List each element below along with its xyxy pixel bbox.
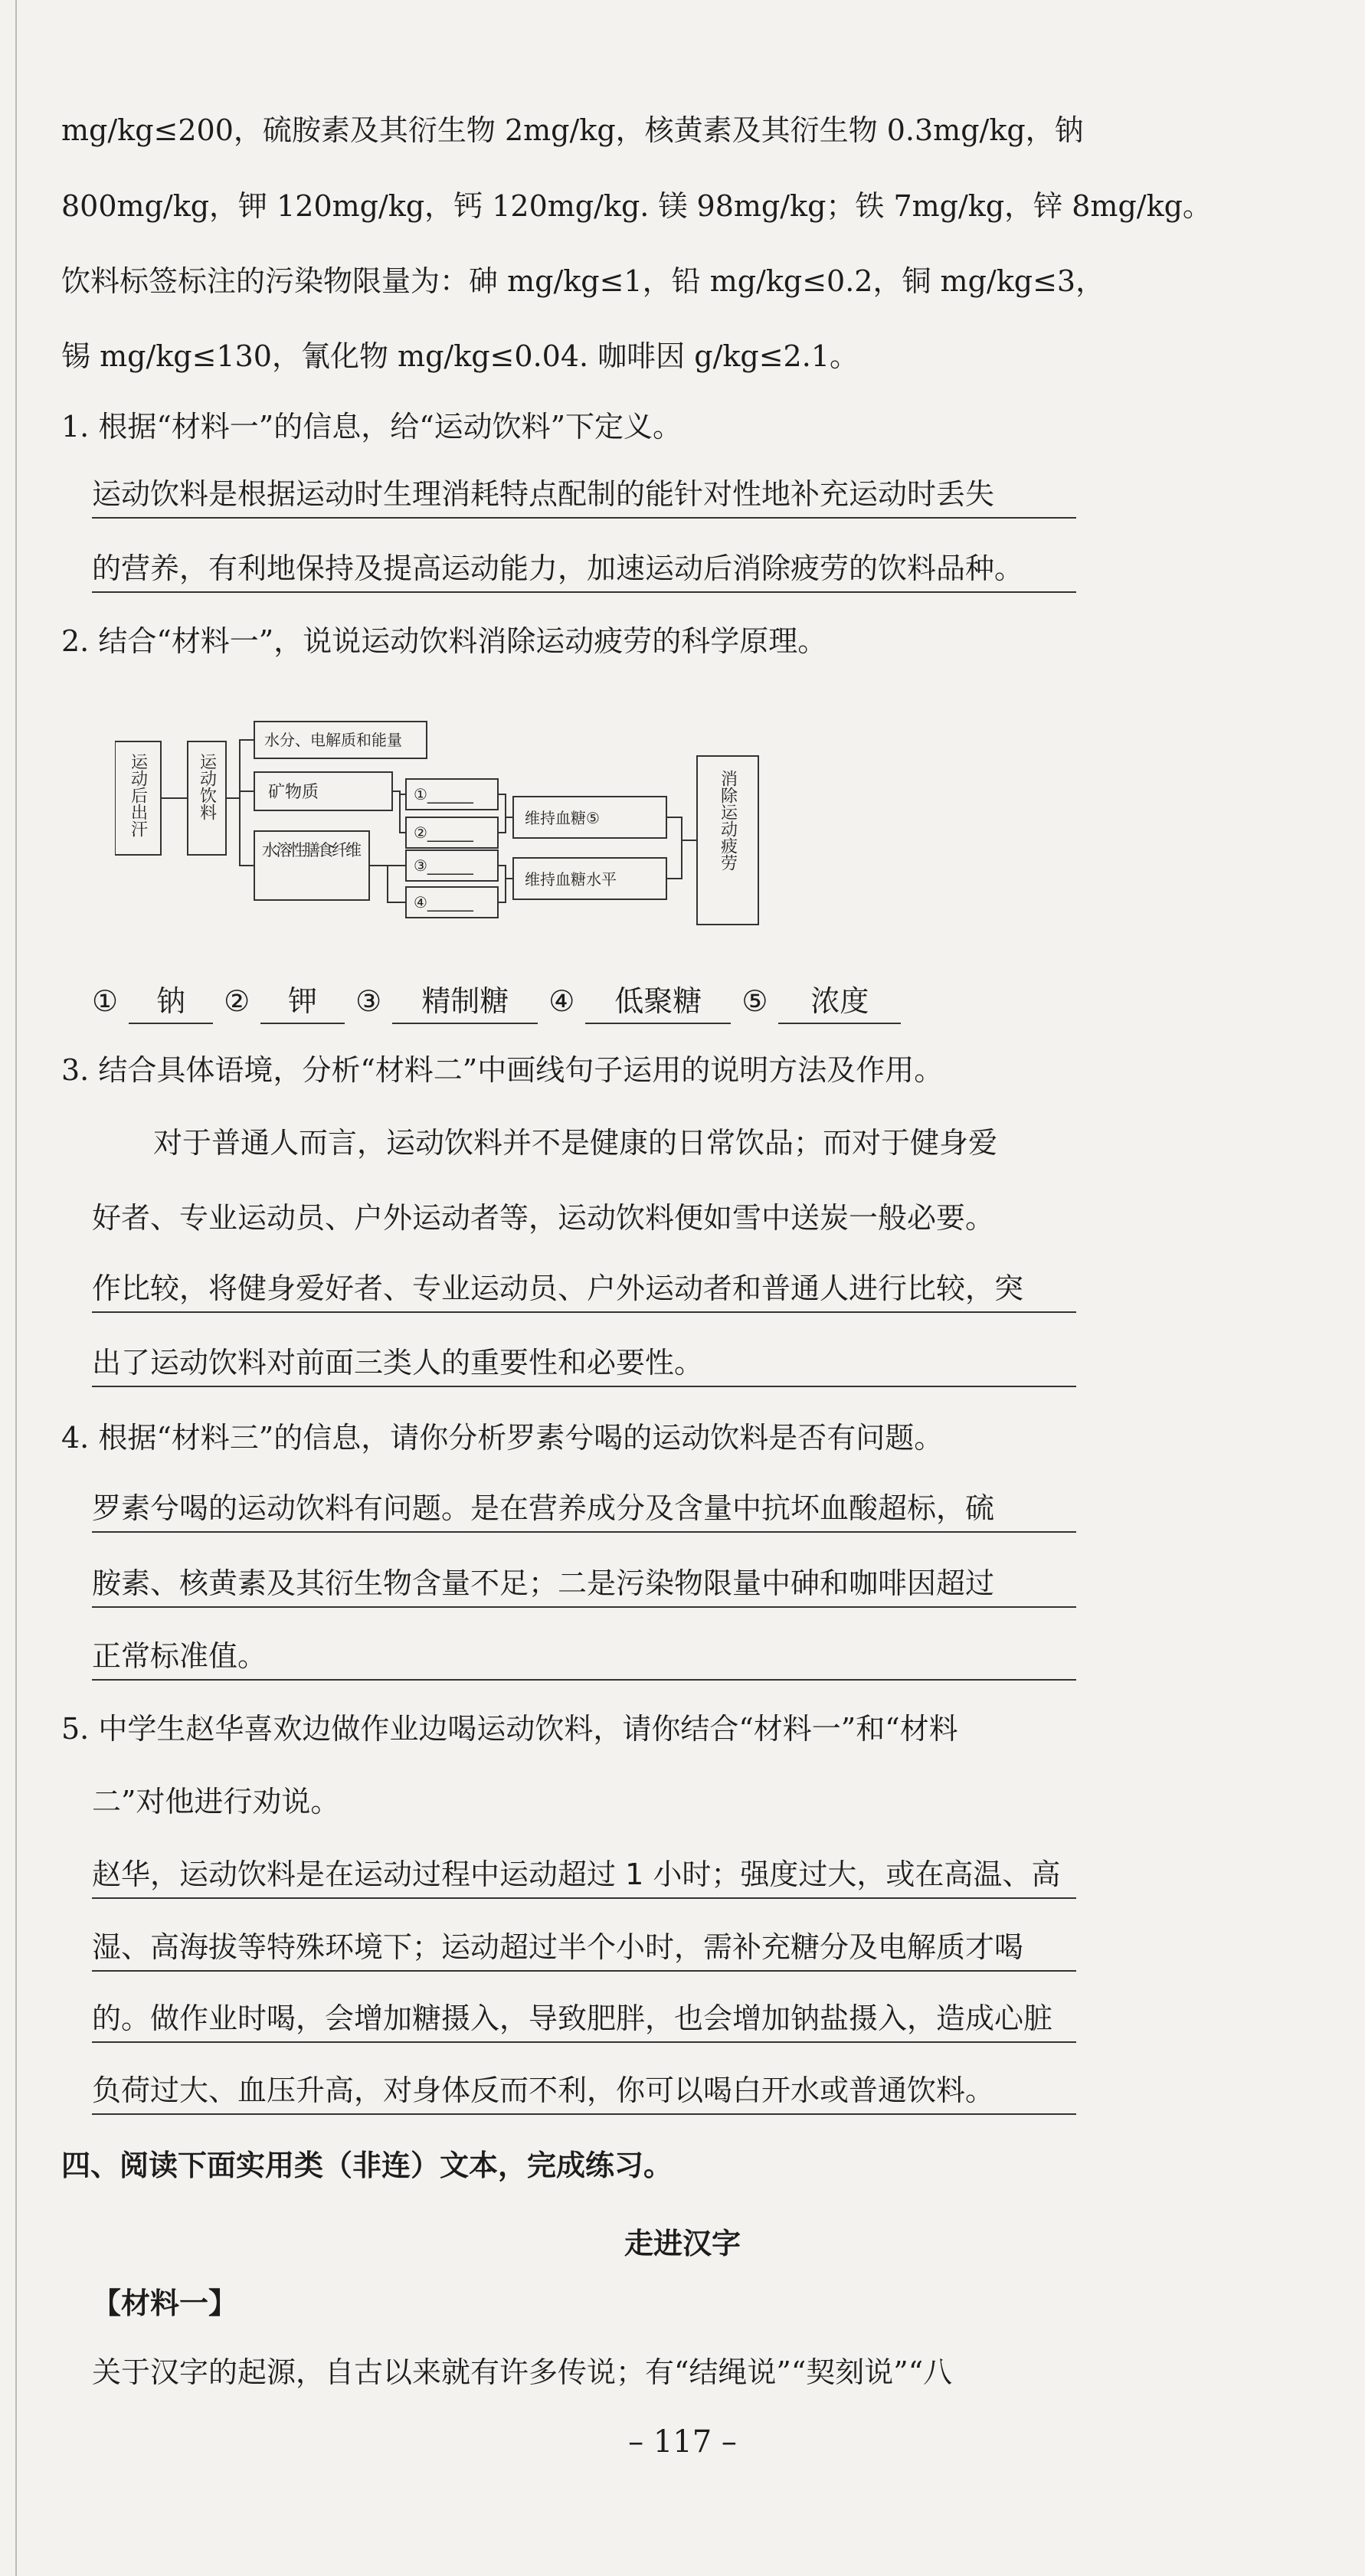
- slot4-label: ④______: [414, 893, 473, 912]
- answer-line: 赵华，运动饮料是在运动过程中运动超过 1 小时；强度过大，或在高温、高: [92, 1858, 1076, 1899]
- slot2-label: ②______: [414, 823, 473, 842]
- fill-number: ①: [92, 984, 119, 1018]
- fill-number: ②: [224, 984, 250, 1018]
- fill-blank: 钠: [129, 977, 213, 1024]
- fill-number: ④: [548, 984, 575, 1018]
- level-label: 维持血糖水平: [525, 870, 617, 889]
- fiber-label: 水溶性膳食纤维: [262, 841, 362, 859]
- quote-line: 对于普通人而言，运动饮料并不是健康的日常饮品；而对于健身爱: [153, 1126, 998, 1160]
- quote-line: 好者、专业运动员、户外运动者等，运动饮料便如雪中送炭一般必要。: [92, 1201, 995, 1235]
- question-5: 5. 中学生赵华喜欢边做作业边喝运动饮料，请你结合“材料一”和“材料: [61, 1712, 958, 1746]
- question-3: 3. 结合具体语境，分析“材料二”中画线句子运用的说明方法及作用。: [61, 1053, 944, 1087]
- question-5-cont: 二”对他进行劝说。: [92, 1785, 340, 1818]
- answer-line: 罗素兮喝的运动饮料有问题。是在营养成分及含量中抗坏血酸超标，硫: [92, 1491, 1076, 1533]
- material-label: 【材料一】: [92, 2286, 238, 2320]
- fill-blank: 浓度: [778, 977, 901, 1024]
- body-text: 关于汉字的起源，自古以来就有许多传说；有“结绳说”“契刻说”“八: [92, 2355, 953, 2389]
- answer-line: 负荷过大、血压升高，对身体反而不利，你可以喝白开水或普通饮料。: [92, 2074, 1076, 2115]
- fill-number: ⑤: [741, 984, 768, 1018]
- answer-line: 正常标准值。: [92, 1639, 1076, 1681]
- water-label: 水分、电解质和能量: [264, 731, 402, 749]
- question-4: 4. 根据“材料三”的信息，请你分析罗素兮喝的运动饮料是否有问题。: [61, 1421, 944, 1455]
- answer-line: 的营养，有利地保持及提高运动能力，加速运动后消除疲劳的饮料品种。: [92, 552, 1076, 593]
- end-label: 消除运动疲劳: [718, 770, 738, 871]
- text-line: 锡 mg/kg≤130，氰化物 mg/kg≤0.04. 咖啡因 g/kg≤2.1。: [61, 339, 859, 373]
- start-label: 运动后出汗: [128, 753, 148, 837]
- page-number: – 117 –: [628, 2424, 737, 2460]
- answer-line: 出了运动饮料对前面三类人的重要性和必要性。: [92, 1346, 1076, 1387]
- section-heading: 四、阅读下面实用类（非连）文本，完成练习。: [61, 2149, 673, 2182]
- fill-blank: 低聚糖: [585, 977, 731, 1024]
- fill-number: ③: [355, 984, 382, 1018]
- fill-blank: 精制糖: [392, 977, 538, 1024]
- answer-line: 湿、高海拔等特殊环境下；运动超过半个小时，需补充糖分及电解质才喝: [92, 1930, 1076, 1972]
- answer-line: 胺素、核黄素及其衍生物含量不足；二是污染物限量中砷和咖啡因超过: [92, 1566, 1076, 1608]
- question-2: 2. 结合“材料一”，说说运动饮料消除运动疲劳的科学原理。: [61, 624, 827, 658]
- mineral-label: 矿物质: [268, 783, 319, 802]
- question-1: 1. 根据“材料一”的信息，给“运动饮料”下定义。: [61, 410, 682, 444]
- slot3-label: ③______: [414, 856, 473, 875]
- drink-label: 运动饮料: [197, 753, 217, 820]
- slot1-label: ①______: [414, 785, 473, 804]
- text-line: 饮料标签标注的污染物限量为：砷 mg/kg≤1，铅 mg/kg≤0.2，铜 mg/kg≤3，: [61, 264, 1105, 298]
- fill-blank-answers: [92, 977, 901, 1024]
- flow-diagram: [115, 693, 781, 931]
- answer-line: 的。做作业时喝，会增加糖摄入，导致肥胖，也会增加钠盐摄入，造成心脏: [92, 2002, 1076, 2043]
- answer-line: 作比较，将健身爱好者、专业运动员、户外运动者和普通人进行比较，突: [92, 1272, 1076, 1313]
- article-title: 走进汉字: [624, 2227, 741, 2260]
- answer-line: 运动饮料是根据运动时生理消耗特点配制的能针对性地补充运动时丢失: [92, 477, 1076, 519]
- fill-blank: 钾: [260, 977, 345, 1024]
- sugar-label: 维持血糖⑤: [525, 809, 600, 827]
- binding-margin-line: [15, 0, 17, 2576]
- text-line: mg/kg≤200，硫胺素及其衍生物 2mg/kg，核黄素及其衍生物 0.3mg/kg，钠: [61, 113, 1084, 147]
- text-line: 800mg/kg，钾 120mg/kg，钙 120mg/kg. 镁 98mg/kg；铁 7mg/kg，锌 8mg/kg。: [61, 189, 1212, 223]
